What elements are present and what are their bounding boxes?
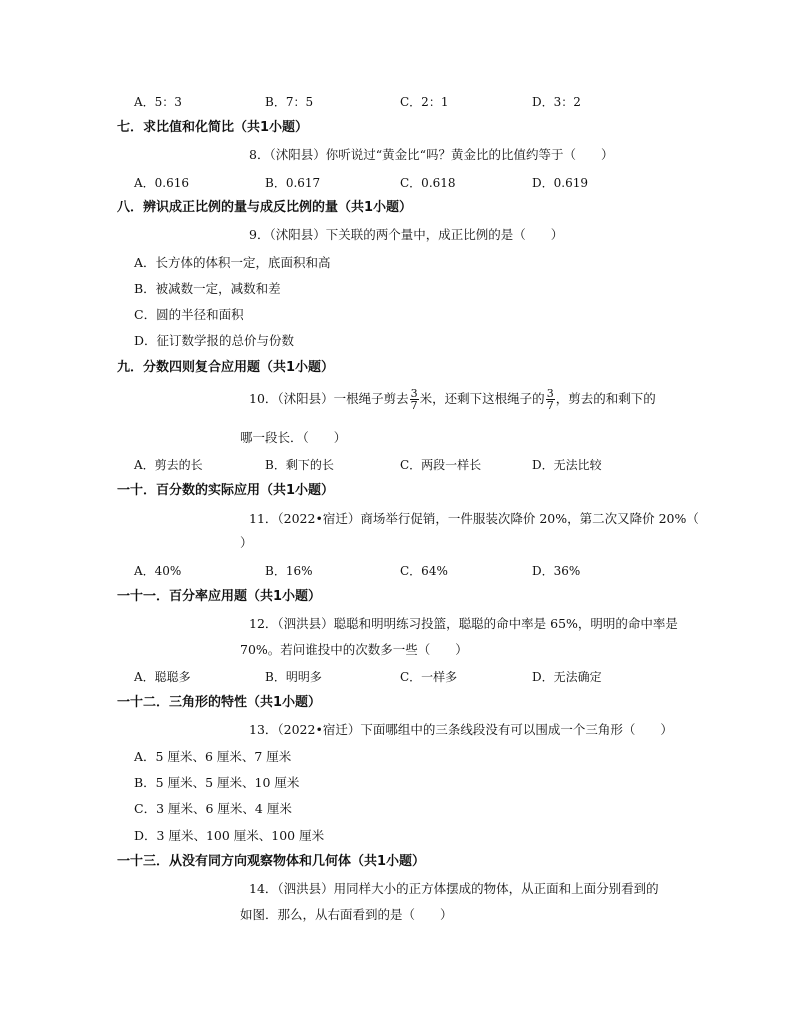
q8-option-b: B．0.617 xyxy=(265,176,321,190)
question-14-line2: 如图．那么，从右面看到的是（ ） xyxy=(240,907,453,922)
fraction-numerator: 3 xyxy=(410,387,418,400)
q13-option-a: A．5 厘米、6 厘米、7 厘米 xyxy=(134,749,292,764)
question-9: 9．（沭阳县）下关联的两个量中，成正比例的是（ ） xyxy=(249,227,564,242)
section-title-8: 八．辨识成正比例的量与成反比例的量（共1小题） xyxy=(117,200,413,215)
q10-option-c: C．两段一样长 xyxy=(400,458,482,472)
q8-option-a: A．0.616 xyxy=(134,176,190,190)
question-8: 8．（沭阳县）你听说过“黄金比“吗？黄金比的比值约等于（ ） xyxy=(249,147,614,162)
q12-option-b: B．明明多 xyxy=(265,670,322,684)
q10-text-part3: ，剪去的和剩下的 xyxy=(555,391,656,406)
q11-option-c: C．64% xyxy=(400,564,448,578)
q10-option-b: B．剩下的长 xyxy=(265,458,334,472)
q10-option-d: D．无法比较 xyxy=(532,458,602,472)
q13-option-b: B．5 厘米、5 厘米、10 厘米 xyxy=(134,775,300,790)
fraction-denominator: 7 xyxy=(546,399,554,412)
question-11: 11．（2022•宿迁）商场举行促销，一件服装次降价 20%，第二次又降价 20%（ xyxy=(249,511,699,526)
q7-option-a: A．5：3 xyxy=(134,95,182,109)
q10-text-part1: 10．（沭阳县）一根绳子剪去 xyxy=(249,391,409,406)
section-title-12: 一十二．三角形的特性（共1小题） xyxy=(117,695,322,710)
question-11-line2: ） xyxy=(240,535,253,550)
section-title-13: 一十三．从没有同方向观察物体和几何体（共1小题） xyxy=(117,854,426,869)
q7-option-b: B．7：5 xyxy=(265,95,314,109)
question-13: 13．（2022•宿迁）下面哪组中的三条线段没有可以围成一个三角形（ ） xyxy=(249,722,673,737)
question-12-line2: 70%。若问谁投中的次数多一些（ ） xyxy=(240,642,468,657)
question-14: 14．（泗洪县）用同样大小的正方体摆成的物体，从正面和上面分别看到的 xyxy=(249,881,659,896)
q12-option-d: D．无法确定 xyxy=(532,670,602,684)
q7-option-d: D．3：2 xyxy=(532,95,581,109)
section-title-7: 七．求比值和化简比（共1小题） xyxy=(117,120,309,135)
section-title-9: 九．分数四则复合应用题（共1小题） xyxy=(117,360,335,375)
q11-option-a: A．40% xyxy=(134,564,182,578)
q13-option-d: D．3 厘米、100 厘米、100 厘米 xyxy=(134,828,325,843)
q9-option-c: C．圆的半径和面积 xyxy=(134,307,244,322)
question-12: 12．（泗洪县）聪聪和明明练习投篮，聪聪的命中率是 65%，明明的命中率是 xyxy=(249,616,678,631)
q7-option-c: C．2：1 xyxy=(400,95,449,109)
q10-text-part2: 米，还剩下这根绳子的 xyxy=(419,391,545,406)
fraction-denominator: 7 xyxy=(410,399,418,412)
q11-option-d: D．36% xyxy=(532,564,581,578)
q8-option-d: D．0.619 xyxy=(532,176,588,190)
q10-option-a: A．剪去的长 xyxy=(134,458,203,472)
q13-option-c: C．3 厘米、6 厘米、4 厘米 xyxy=(134,801,292,816)
q9-option-a: A．长方体的体积一定，底面积和高 xyxy=(134,255,331,270)
fraction-3-7 xyxy=(410,388,419,411)
section-title-10: 一十．百分数的实际应用（共1小题） xyxy=(117,483,335,498)
fraction-numerator: 3 xyxy=(546,387,554,400)
q9-option-d: D．征订数学报的总价与份数 xyxy=(134,333,295,348)
q12-option-a: A．聪聪多 xyxy=(134,670,191,684)
fraction-3-7 xyxy=(546,388,555,411)
q12-option-c: C．一样多 xyxy=(400,670,458,684)
q8-option-c: C．0.618 xyxy=(400,176,456,190)
question-10 xyxy=(249,386,656,412)
question-10-line2: 哪一段长．（ ） xyxy=(240,430,347,445)
section-title-11: 一十一．百分率应用题（共1小题） xyxy=(117,589,322,604)
q11-option-b: B．16% xyxy=(265,564,313,578)
q9-option-b: B．被减数一定，减数和差 xyxy=(134,281,281,296)
